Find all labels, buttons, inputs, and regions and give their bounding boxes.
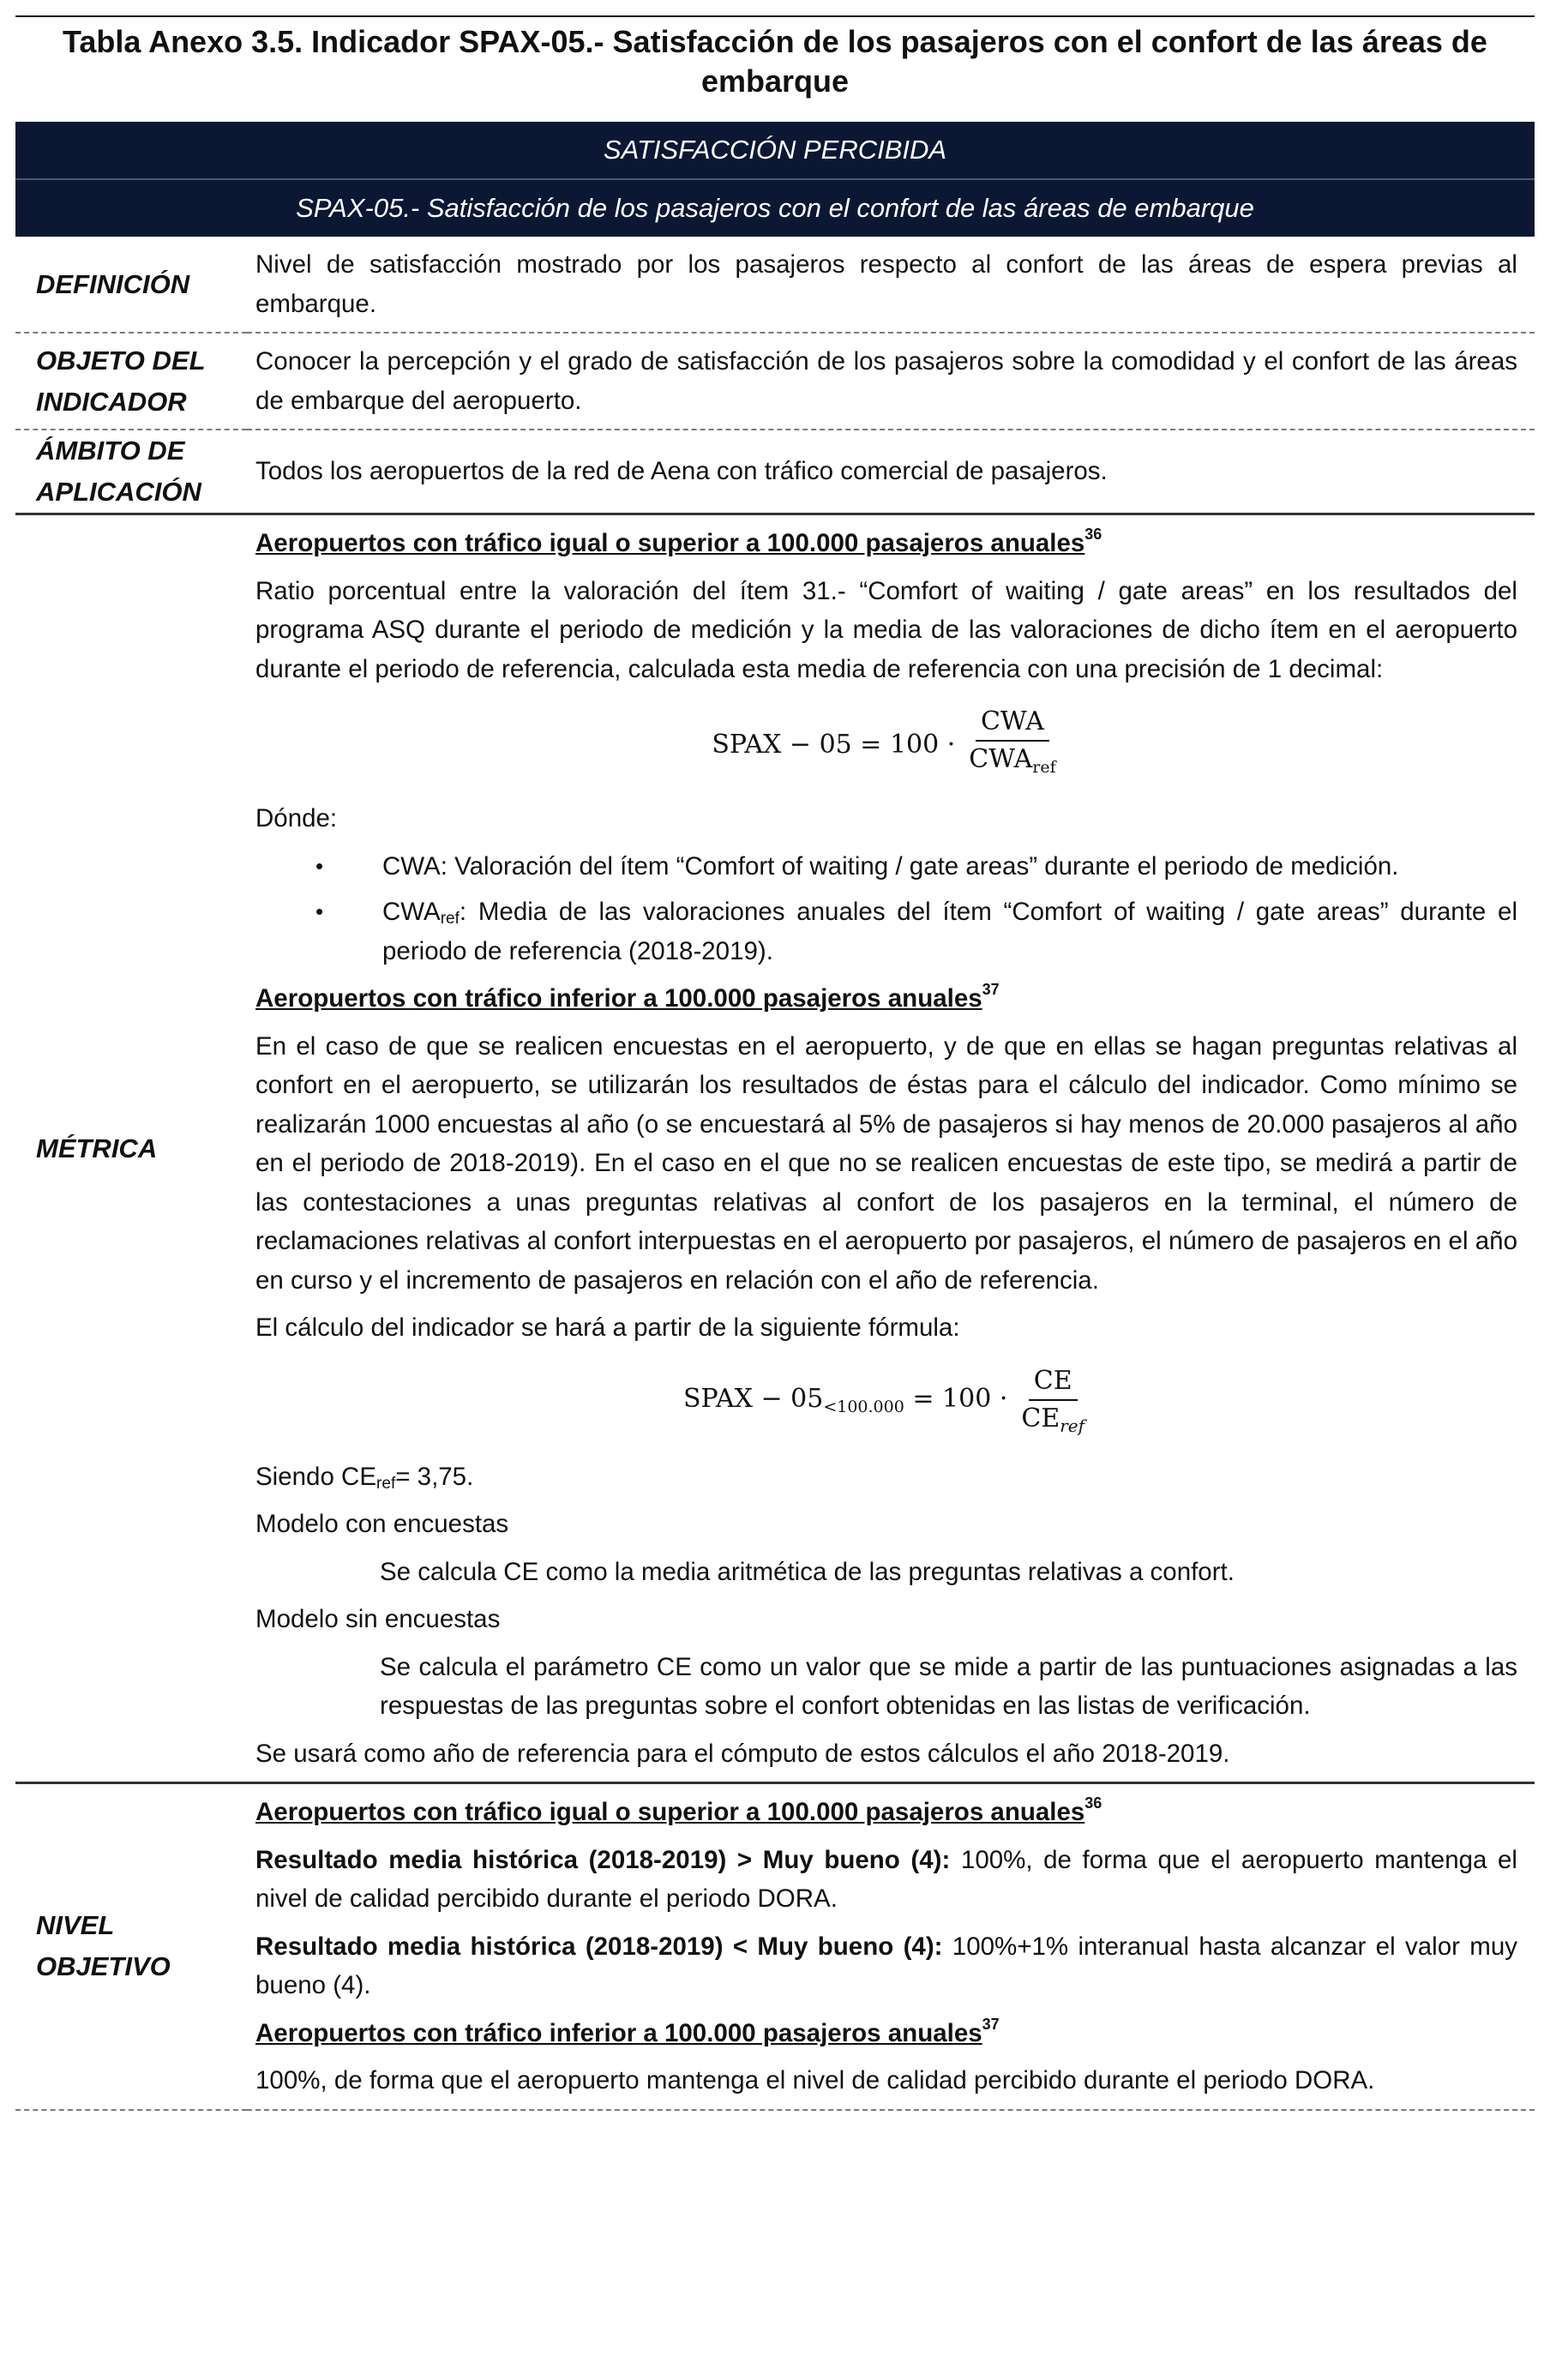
indicator-table bbox=[15, 122, 1535, 2111]
formula-spax05 bbox=[255, 706, 1517, 784]
row-definicion bbox=[15, 237, 1535, 333]
metrica-heading-large: Aeropuertos con tráfico igual o superior a 100.000 pasajeros anuales$^{36}$ bbox=[255, 526, 1102, 557]
list-item: • $CWA_{ref}$: Media de las valoraciones anuales del ítem “Comfort of waiting / gate areas” durante el periodo de referencia (2018-2019). bbox=[315, 892, 1517, 971]
nivel-content bbox=[247, 1783, 1535, 2110]
nivel-heading-large: Aeropuertos con tráfico igual o superior a 100.000 pasajeros anuales$^{36}$ bbox=[255, 1794, 1102, 1826]
footnote-ref: 37 bbox=[982, 981, 1000, 998]
formula2-numerator: CE bbox=[1029, 1365, 1078, 1401]
nivel-small-text: 100%, de forma que el aeropuerto mantenga el nivel de calidad percibido durante el periodo DORA. bbox=[255, 2066, 1375, 2095]
row-metrica bbox=[15, 514, 1535, 1783]
table-title: Tabla Anexo 3.5. Indicador SPAX-05.- Satisfacción de los pasajeros con el confort de las áreas de embarque bbox=[63, 24, 1487, 99]
label-nivel-line2: OBJETIVO bbox=[36, 1951, 171, 1982]
nivel-result-2: Resultado media histórica (2018-2019) < Muy bueno (4): 100%+1% interanual hasta alcanzar el valor muy bueno (4). bbox=[255, 1932, 1517, 1999]
header-category: SATISFACCIÓN PERCIBIDA bbox=[15, 122, 1535, 179]
label-objeto-line2: INDICADOR bbox=[36, 386, 187, 417]
nivel-result-1: Resultado media histórica (2018-2019) > Muy bueno (4): 100%, de forma que el aeropuerto mantenga el nivel de calidad percibido durante el periodo DORA. bbox=[255, 1845, 1517, 1913]
metrica-content bbox=[247, 514, 1535, 1783]
row-nivel-objetivo bbox=[15, 1783, 1535, 2110]
header-row-indicator bbox=[15, 179, 1535, 237]
row-ambito bbox=[15, 430, 1535, 514]
metrica-small-text: En el caso de que se realicen encuestas en el aeropuerto, y de que en ellas se hagan preguntas relativas al confort en el aeropuerto, se utilizarán los resultados de éstas para el cálculo del indicador. Como mínimo se realizarán 1000 encuestas al año (o se encuestará al 5% de pasajeros si hay menos de 20.000 pasajeros al año en el periodo de 2018-2019). En el caso en el que no se realicen encuestas de este tipo, se medirá a partir de las contestaciones a unas preguntas relativas al confort de los pasajeros en la terminal, el número de reclamaciones relativas al confort interpuestas en el aeropuerto por pasajeros, el número de pasajeros en el año en curso y el incremento de pasajeros en relación con el año de referencia. bbox=[255, 1031, 1517, 1295]
variables-list bbox=[255, 847, 1517, 971]
metrica-siendo: Siendo $CE_{ref}= 3,75$. bbox=[255, 1462, 474, 1493]
list-item: • CWA: Valoración del ítem “Comfort of waiting / gate areas” durante el periodo de medición. bbox=[315, 847, 1517, 886]
bullet-icon: • bbox=[315, 852, 324, 879]
label-objeto bbox=[15, 333, 247, 430]
label-metrica: MÉTRICA bbox=[15, 514, 247, 1783]
modelo-sin-text: Se calcula el parámetro CE como un valor que se mide a partir de las puntuaciones asignadas a las respuestas de las preguntas sobre el confort obtenidas en las listas de verificación. bbox=[380, 1652, 1517, 1720]
formula-denominator: $CWA_{ref}$ bbox=[969, 744, 1056, 777]
footnote-ref: 36 bbox=[1084, 1794, 1102, 1812]
formula-lhs: SPAX − 05 = 100 · bbox=[712, 729, 956, 760]
document-page bbox=[15, 15, 1535, 2111]
formula-spax05-small bbox=[255, 1365, 1517, 1442]
definicion-text: Nivel de satisfacción mostrado por los pasajeros respecto al confort de las áreas de espera previas al embarque. bbox=[247, 237, 1535, 333]
label-ambito-line1: ÁMBITO DE bbox=[36, 436, 185, 466]
metrica-ano-ref: Se usará como año de referencia para el cómputo de estos cálculos el año 2018-2019. bbox=[255, 1739, 1230, 1768]
modelo-con-text: Se calcula CE como la media aritmética de las preguntas relativas a confort. bbox=[380, 1557, 1235, 1586]
ambito-text: Todos los aeropuertos de la red de Aena con tráfico comercial de pasajeros. bbox=[247, 430, 1535, 514]
objeto-text: Conocer la percepción y el grado de satisfacción de los pasajeros sobre la comodidad y el confort de las áreas de embarque del aeropuerto. bbox=[247, 333, 1535, 430]
metrica-ratio-text: Ratio porcentual entre la valoración del ítem 31.- “Comfort of waiting / gate areas” en los resultados del programa ASQ durante el periodo de medición y la media de las valoraciones de dicho ítem en el aeropuerto durante el periodo de referencia, calculada esta media de referencia con una precisión de 1 decimal: bbox=[255, 576, 1517, 683]
row-objeto bbox=[15, 333, 1535, 430]
footnote-ref: 36 bbox=[1084, 526, 1102, 543]
label-ambito-line2: APLICACIÓN bbox=[36, 477, 201, 507]
metrica-heading-small: Aeropuertos con tráfico inferior a 100.000 pasajeros anuales$^{37}$ bbox=[255, 981, 1000, 1013]
header-indicator: SPAX-05.- Satisfacción de los pasajeros con el confort de las áreas de embarque bbox=[15, 179, 1535, 237]
label-nivel-line1: NIVEL bbox=[36, 1910, 115, 1941]
footnote-ref: 37 bbox=[982, 2015, 1000, 2033]
metrica-formula-intro: El cálculo del indicador se hará a partir de la siguiente fórmula: bbox=[255, 1313, 960, 1342]
label-definicion: DEFINICIÓN bbox=[15, 237, 247, 333]
formula-numerator: CWA bbox=[976, 706, 1049, 742]
formula2-lhs: SPAX − $05_{<100.000} = 100$ · bbox=[682, 1383, 1008, 1416]
formula-fraction bbox=[964, 706, 1060, 784]
nivel-heading-small: Aeropuertos con tráfico inferior a 100.000 pasajeros anuales$^{37}$ bbox=[255, 2015, 1000, 2047]
label-nivel bbox=[15, 1783, 247, 2110]
metrica-donde: Dónde: bbox=[255, 804, 338, 832]
label-objeto-line1: OBJETO DEL bbox=[36, 345, 206, 376]
formula2-fraction bbox=[1016, 1365, 1090, 1442]
bullet-icon: • bbox=[315, 899, 324, 924]
formula2-denominator: $CE_{ref}$ bbox=[1021, 1403, 1085, 1436]
modelo-sin-title: Modelo sin encuestas bbox=[255, 1605, 501, 1633]
modelo-con-title: Modelo con encuestas bbox=[255, 1510, 509, 1538]
header-row-category bbox=[15, 122, 1535, 179]
label-ambito bbox=[15, 430, 247, 514]
